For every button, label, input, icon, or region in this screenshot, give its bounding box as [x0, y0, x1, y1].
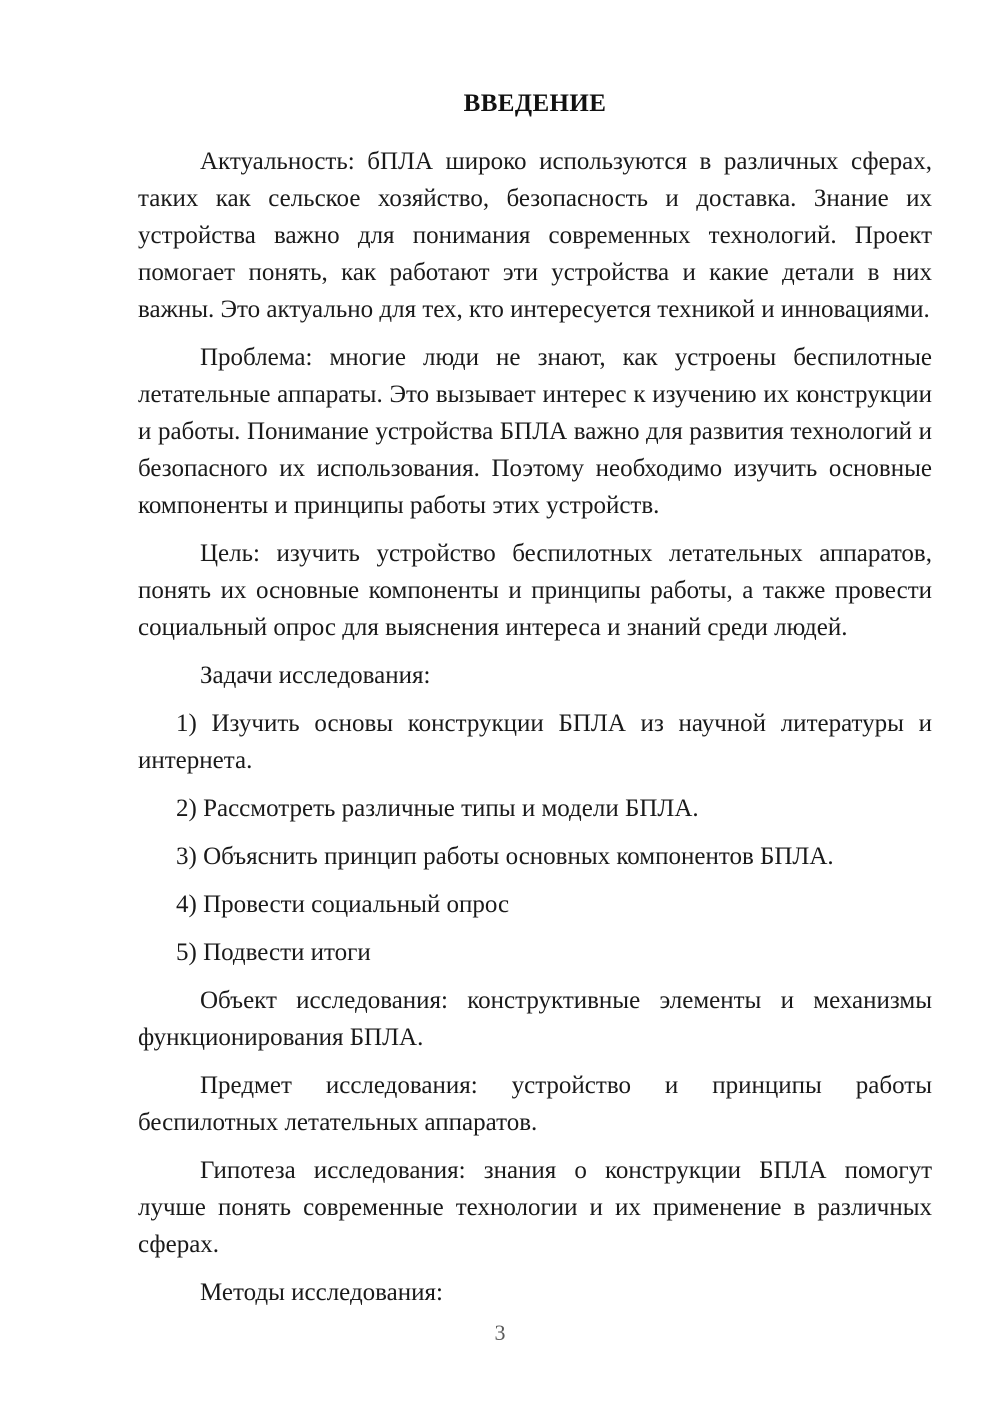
heading-methods: Методы исследования:: [200, 1278, 443, 1306]
tasks-list: [138, 705, 932, 971]
list-item: 4) Провести социальный опрос: [176, 890, 510, 918]
paragraph-goal: Цель: изучить устройство беспилотных летательных аппаратов, понять их основные компоненты и принципы работы, а также провести социальный опрос для выяснения интереса и знаний среди людей.: [138, 539, 932, 641]
list-item: 3) Объяснить принцип работы основных компонентов БПЛА.: [176, 842, 834, 870]
paragraph-problem: Проблема: многие люди не знают, как устроены беспилотные летательные аппараты. Это вызывает интерес к изучению их конструкции и работы. Понимание устройства БПЛА важно для развития технологий и безопасного их использования. Поэтому необходимо изучить основные компоненты и принципы работы этих устройств.: [138, 343, 932, 519]
list-item: 1) Изучить основы конструкции БПЛА из научной литературы и интернета.: [138, 709, 932, 774]
document-body: [138, 88, 932, 1311]
paragraph-relevance: Актуальность: бПЛА широко используются в различных сферах, таких как сельское хозяйство, безопасность и доставка. Знание их устройства важно для понимания современных технологий. Проект помогает понять, как работают эти устройства и какие детали в них важны. Это актуально для тех, кто интересуется техникой и инновациями.: [138, 147, 932, 323]
list-item: 5) Подвести итоги: [176, 938, 371, 966]
paragraph-object: Объект исследования: конструктивные элементы и механизмы функционирования БПЛА.: [138, 986, 932, 1051]
heading-tasks: Задачи исследования:: [200, 661, 431, 689]
list-item: 2) Рассмотреть различные типы и модели БПЛА.: [176, 794, 699, 822]
page-title: ВВЕДЕНИЕ: [463, 90, 607, 117]
paragraph-hypothesis: Гипотеза исследования: знания о конструкции БПЛА помогут лучше понять современные технологии и их применение в различных сферах.: [138, 1156, 932, 1258]
paragraph-subject: Предмет исследования: устройство и принципы работы беспилотных летательных аппаратов.: [138, 1071, 932, 1136]
page-number: 3: [494, 1320, 506, 1345]
